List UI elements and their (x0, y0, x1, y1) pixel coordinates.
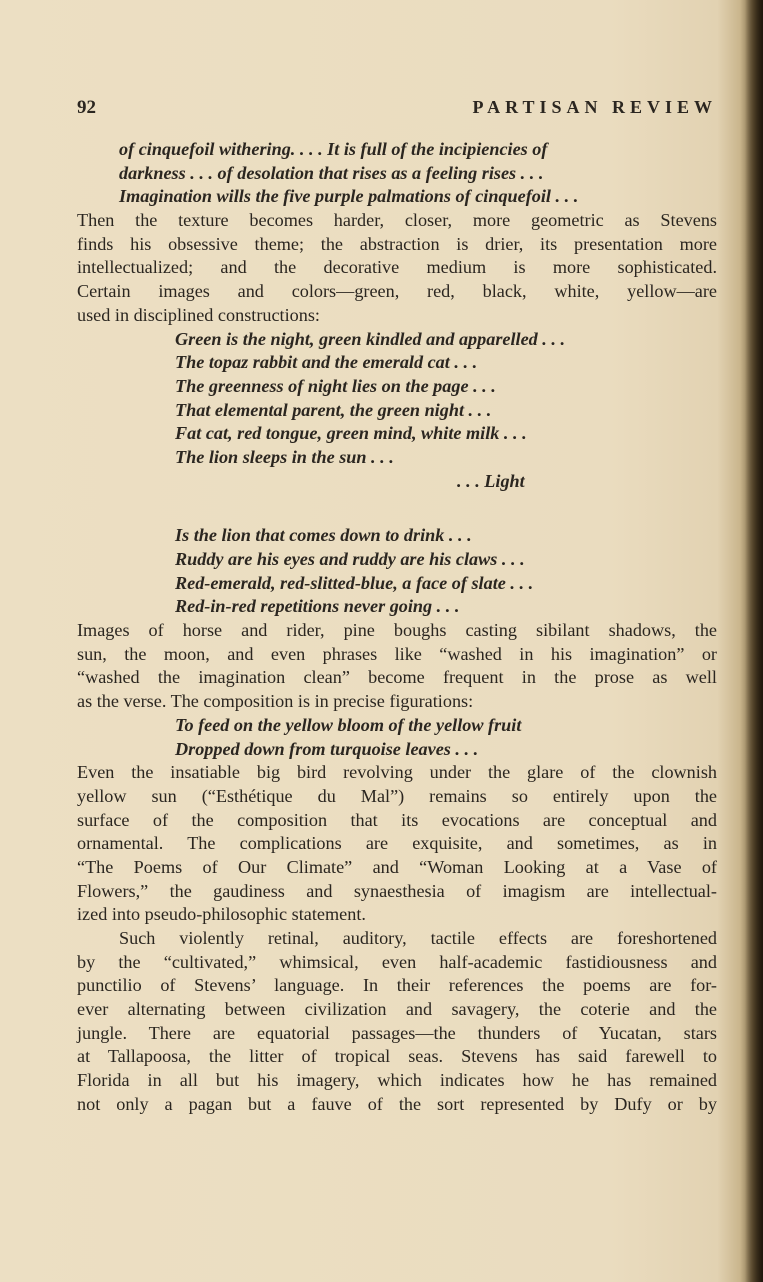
prose-line: ornamental. The complications are exquisite, and sometimes, as in (77, 833, 717, 854)
verse-line: Ruddy are his eyes and ruddy are his claws . . . (175, 549, 525, 569)
verse-line: Red-emerald, red-slitted-blue, a face of slate . . . (175, 572, 534, 593)
page-number: 92 (77, 97, 96, 118)
prose-line: intellectualized; and the decorative medium is more sophisticated. (77, 257, 717, 278)
prose-line: Certain images and colors—green, red, black, white, yellow—are (77, 281, 717, 302)
prose-line: punctilio of Stevens’ language. In their references the poems are for- (77, 975, 717, 996)
prose-line: by the “cultivated,” whimsical, even half-academic fastidiousness and (77, 951, 717, 972)
verse-line: of cinquefoil withering. . . . It is full of the incipiencies of (119, 139, 548, 159)
prose-line: Images of horse and rider, pine boughs casting sibilant shadows, the (77, 620, 717, 641)
verse-line: Green is the night, green kindled and apparelled . . . (175, 328, 566, 349)
prose-line: Florida in all but his imagery, which indicates how he has remained (77, 1070, 717, 1091)
verse-line: To feed on the yellow bloom of the yellow fruit (175, 714, 522, 735)
prose-line: at Tallapoosa, the litter of tropical seas. Stevens has said farewell to (77, 1046, 717, 1067)
prose-line: Even the insatiable big bird revolving under the glare of the clownish (77, 762, 717, 783)
prose-line: sun, the moon, and even phrases like “washed in his imagination” or (77, 643, 717, 664)
prose-line: Such violently retinal, auditory, tactile effects are foreshortened (119, 928, 717, 948)
prose-line: used in disciplined constructions: (77, 304, 320, 325)
prose-line: not only a pagan but a fauve of the sort represented by Dufy or by (77, 1093, 717, 1114)
verse-line: The lion sleeps in the sun . . . (175, 446, 394, 467)
verse-line: The topaz rabbit and the emerald cat . . . (175, 352, 478, 373)
body-text (77, 138, 717, 1117)
prose-line: surface of the composition that its evocations are conceptual and (77, 809, 717, 830)
verse-line: Fat cat, red tongue, green mind, white milk . . . (175, 423, 527, 444)
verse-line: Imagination wills the five purple palmations of cinquefoil . . . (119, 186, 579, 207)
prose-line: Then the texture becomes harder, closer, more geometric as Stevens (77, 210, 717, 231)
running-header (77, 97, 717, 123)
prose-line: ized into pseudo-philosophic statement. (77, 904, 366, 925)
verse-line: darkness . . . of desolation that rises as a feeling rises . . . (119, 162, 544, 183)
verse-line: The greenness of night lies on the page . . . (175, 375, 496, 396)
prose-line: ever alternating between civilization and savagery, the coterie and the (77, 999, 717, 1020)
verse-line: Is the lion that comes down to drink . . . (175, 525, 472, 546)
page-edge-shadow (745, 0, 763, 1282)
prose-line: finds his obsessive theme; the abstraction is drier, its presentation more (77, 233, 717, 254)
prose-line: Flowers,” the gaudiness and synaesthesia of imagism are intellectual- (77, 880, 717, 901)
prose-line: jungle. There are equatorial passages—the thunders of Yucatan, stars (77, 1022, 717, 1043)
verse-line: Red-in-red repetitions never going . . . (175, 596, 460, 617)
prose-line: as the verse. The composition is in precise figurations: (77, 691, 474, 712)
journal-title: PARTISAN REVIEW (472, 97, 717, 117)
stanza-break (77, 493, 717, 524)
prose-line: yellow sun (“Esthétique du Mal”) remains so entirely upon the (77, 785, 717, 806)
prose-line: “washed the imagination clean” become frequent in the prose as well (77, 667, 717, 688)
verse-line: . . . Light (457, 470, 525, 491)
verse-line: Dropped down from turquoise leaves . . . (175, 738, 479, 759)
prose-line: “The Poems of Our Climate” and “Woman Looking at a Vase of (77, 856, 717, 877)
verse-line: That elemental parent, the green night . . . (175, 399, 492, 420)
